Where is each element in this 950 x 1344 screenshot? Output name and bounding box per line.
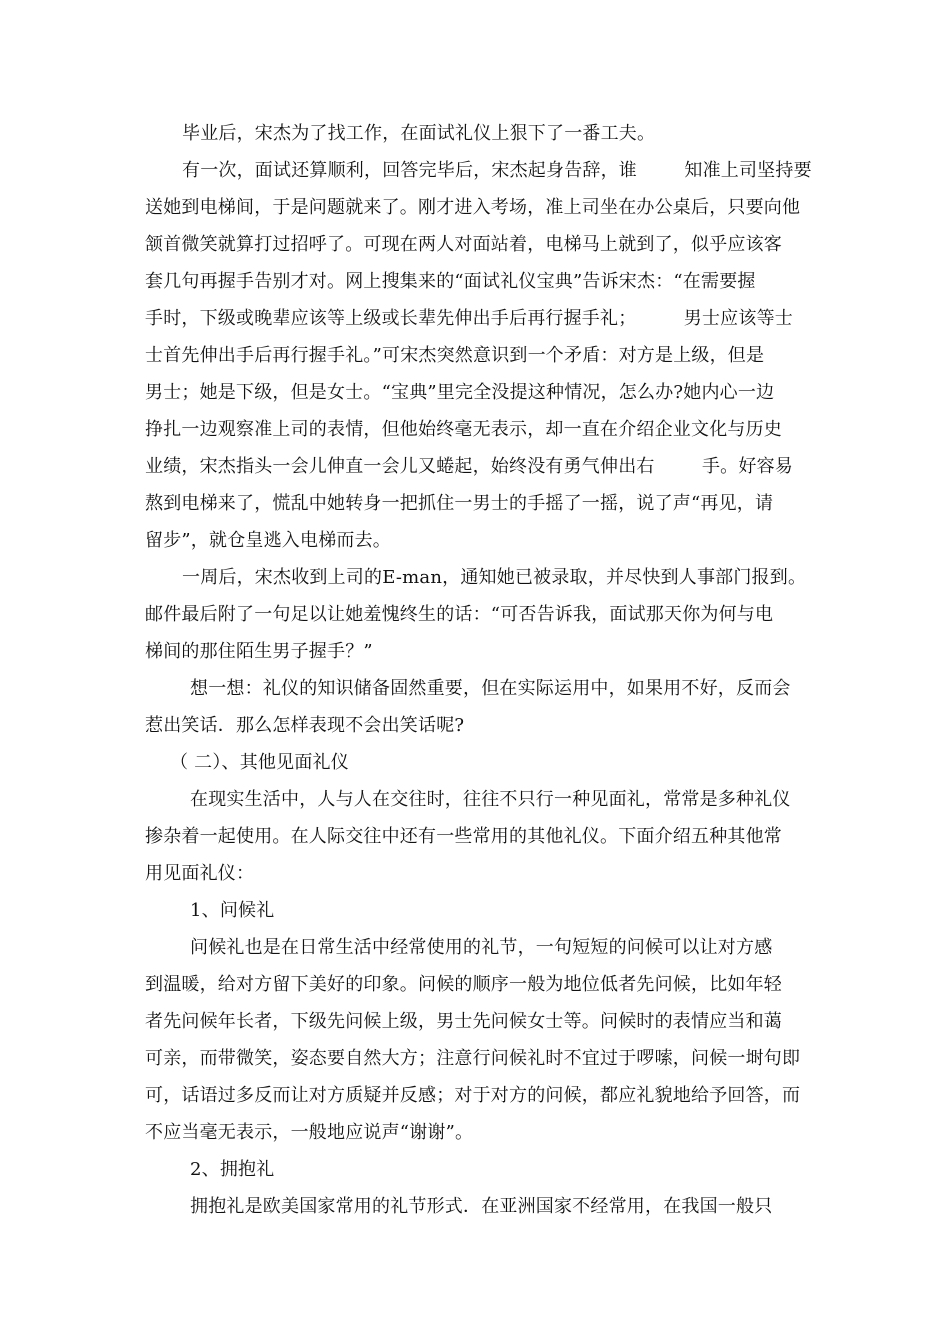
text-line: 不应当毫无表示，一般地应说声“谢谢”。 (145, 1122, 474, 1143)
text-line: 士首先伸出手后再行握手礼。”可宋杰突然意识到一个矛盾：对方是上级，但是 (145, 345, 765, 366)
text-line: 手时，下级或晚辈应该等上级或长辈先伸出手后再行握手礼； 男士应该等士 (145, 308, 793, 329)
text-line: 男士；她是下级，但是女士。“宝典”里完全没提这种情况，怎么办?她内心一边 (145, 382, 775, 403)
text-line: 掺杂着一起使用。在人际交往中还有一些常用的其他礼仪。下面介绍五种其他常 (145, 826, 782, 847)
text-line: 想一想：礼仪的知识储备固然重要，但在实际运用中，如果用不好，反而会 (190, 678, 791, 699)
text-line: 送她到电梯间，于是问题就来了。刚才进入考场，准上司坐在办公桌后，只要向他 (145, 197, 801, 218)
text-line: 可亲，而带微笑，姿态要自然大方；注意行问候礼时不宜过于啰嗦，问候一埘句即 (145, 1048, 801, 1069)
text-line: 熬到电梯来了，慌乱中她转身一把抓住一男士的手摇了一摇，说了声“再见，请 (145, 493, 774, 514)
text-line: 留步”，就仓皇逃入电梯而去。 (145, 530, 392, 551)
text-line: 套几句再握手告别才对。网上搜集来的“面试礼仪宝典”告诉宋杰：“在需要握 (145, 271, 756, 292)
text-line: 挣扎一边观察准上司的表情，但他始终毫无表示，却一直在介绍企业文化与历史 (145, 419, 782, 440)
text-line: 问候礼也是在日常生活中经常使用的礼节，一句短短的问候可以让对方感 (190, 937, 773, 958)
text-line: 可，话语过多反而让对方质疑并反感；对于对方的问候，都应礼貌地给予回答，而 (145, 1085, 801, 1106)
text-line: 邮件最后附了一句足以让她羞愧终生的话：“可否告诉我，面试那天你为何与电 (145, 604, 774, 625)
text-line: 在现实生活中，人与人在交往时，往往不只行一种见面礼，常常是多种礼仪 (190, 789, 791, 810)
text-line: 毕业后，宋杰为了找工作，在面试礼仪上狠下了一番工夫。 (182, 123, 656, 144)
text-line: 用见面礼仪： (145, 863, 255, 884)
text-line: 颔首微笑就算打过招呼了。可现在两人对面站着，电梯马上就到了，似乎应该客 (145, 234, 782, 255)
subsection-heading: 2、拥抱礼 (190, 1159, 275, 1180)
section-heading: （ 二）、其他见面礼仪 (170, 752, 349, 773)
text-line: 拥抱礼是欧美国家常用的礼节形式．在亚洲国家不经常用，在我国一般只 (190, 1196, 773, 1217)
text-line: 惹出笑话．那么怎样表现不会出笑话呢? (145, 715, 465, 736)
text-line: 到温暖，给对方留下美好的印象。问候的顺序一般为地位低者先问候，比如年轻 (145, 974, 782, 995)
text-line: 梯间的那住陌生男子握手？” (145, 641, 373, 662)
subsection-heading: 1、问候礼 (190, 900, 275, 921)
text-line: 有一次，面试还算顺利，回答完毕后，宋杰起身告辞，谁 知准上司坚持要 (182, 160, 812, 181)
text-line: 者先问候年长者，下级先问候上级，男士先问候女士等。问候时的表情应当和蔼 (145, 1011, 782, 1032)
text-line: 一周后，宋杰收到上司的E-man，通知她已被录取，并尽快到人事部门报到。 (182, 567, 807, 588)
text-line: 业绩，宋杰指头一会儿伸直一会儿又蜷起，始终没有勇气伸出右 手。好容易 (145, 456, 793, 477)
